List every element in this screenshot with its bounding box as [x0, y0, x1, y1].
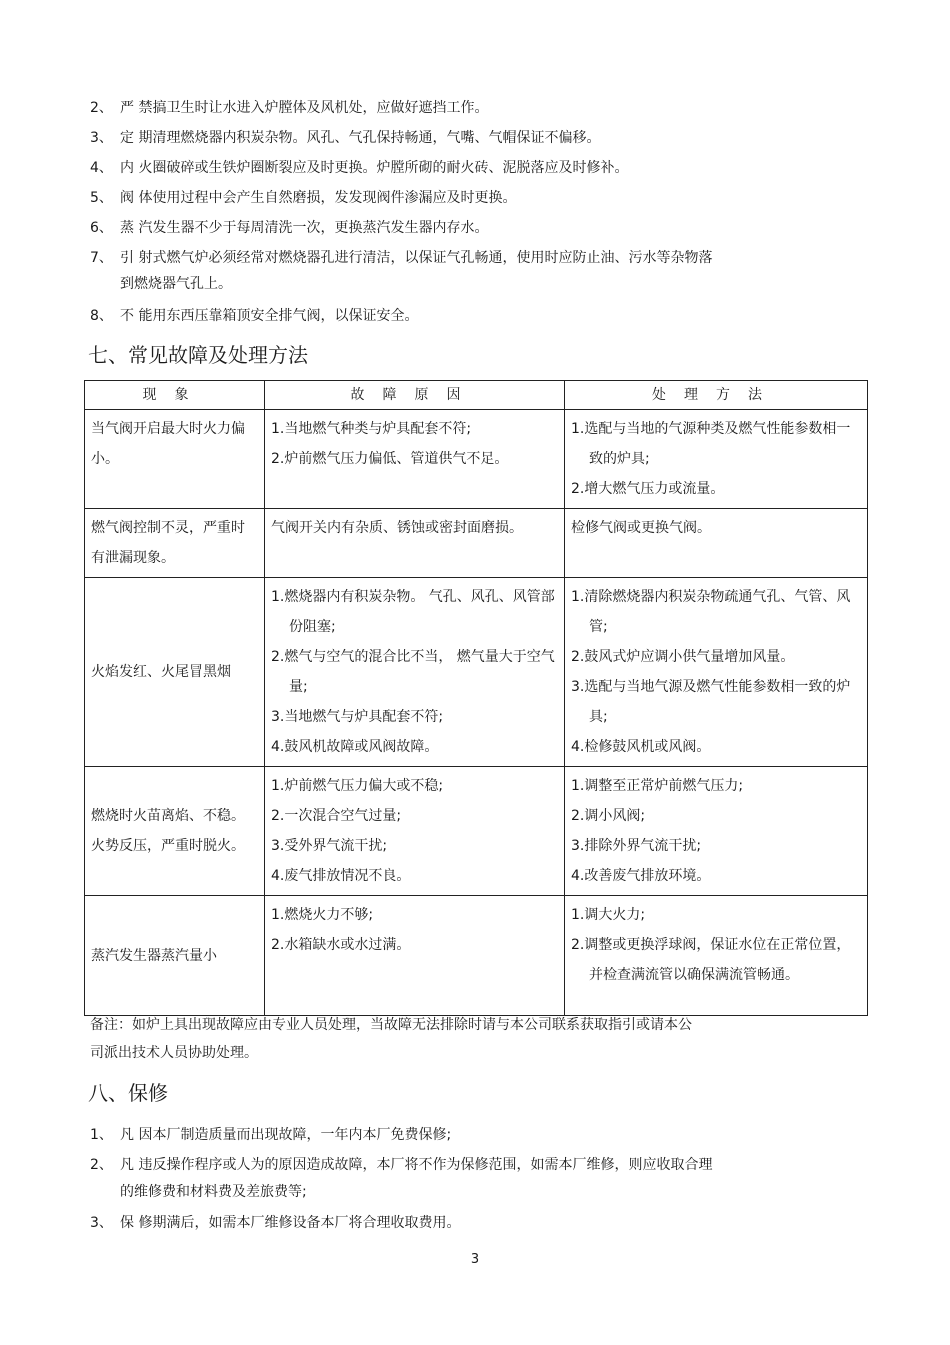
page-number: 3 [470, 1252, 480, 1267]
maintenance-item: 4、 内 火圈破碎或生铁炉圈断裂应及时更换。炉膛所砌的耐火砖、泥脱落应及时修补。 [90, 160, 629, 176]
column-header-symptom: 现象 [85, 381, 265, 410]
symptom-cell: 蒸汽发生器蒸汽量小 [85, 896, 265, 1016]
fix-cell: 1.选配与当地的气源种类及燃气性能参数相一致的炉具; 2.增大燃气压力或流量。 [565, 410, 868, 509]
section-heading-warranty: 八、保修 [88, 1081, 168, 1105]
maintenance-item: 6、 蒸 汽发生器不少于每周清洗一次，更换蒸汽发生器内存水。 [90, 220, 489, 236]
fault-table [84, 380, 868, 1016]
symptom-cell: 火焰发红、火尾冒黑烟 [85, 578, 265, 767]
table-row [85, 767, 868, 896]
maintenance-item: 5、 阀 体使用过程中会产生自然磨损，发发现阀件渗漏应及时更换。 [90, 190, 517, 206]
fix-cell: 1.清除燃烧器内积炭杂物疏通气孔、气管、风管; 2.鼓风式炉应调小供气量增加风量。 3.选配与当地气源及燃气性能参数相一致的炉具; 4.检修鼓风机或风阀。 [565, 578, 868, 767]
maintenance-item: 7、 引 射式燃气炉必须经常对燃烧器孔进行清洁，以保证气孔畅通，使用时应防止油、污水等杂物落 [90, 250, 713, 266]
symptom-cell: 当气阀开启最大时火力偏小。 [85, 410, 265, 509]
maintenance-item: 2、 严 禁搞卫生时让水进入炉膛体及风机处，应做好遮挡工作。 [90, 100, 489, 116]
warranty-item: 3、 保 修期满后，如需本厂维修设备本厂将合理收取费用。 [90, 1215, 461, 1231]
maintenance-item: 8、 不 能用东西压靠箱顶安全排气阀，以保证安全。 [90, 308, 419, 324]
fix-cell: 1.调整至正常炉前燃气压力; 2.调小风阀; 3.排除外界气流干扰; 4.改善废气排放环境。 [565, 767, 868, 896]
warranty-item: 2、 凡 违反操作程序或人为的原因造成故障，本厂将不作为保修范围，如需本厂维修，则应收取合理 [90, 1157, 713, 1173]
symptom-cell: 燃气阀控制不灵，严重时有泄漏现象。 [85, 509, 265, 578]
table-row [85, 578, 868, 767]
column-header-fix: 处理方法 [565, 381, 868, 410]
table-header-row [85, 381, 868, 410]
symptom-cell: 燃烧时火苗离焰、不稳。火势反压，严重时脱火。 [85, 767, 265, 896]
cause-cell: 1.当地燃气种类与炉具配套不符; 2.炉前燃气压力偏低、管道供气不足。 [265, 410, 565, 509]
cause-cell: 1.燃烧火力不够; 2.水箱缺水或水过满。 [265, 896, 565, 1016]
cause-cell: 1.燃烧器内有积炭杂物。 气孔、风孔、风管部份阻塞; 2.燃气与空气的混合比不当， 燃气量大于空气量; 3.当地燃气与炉具配套不符; 4.鼓风机故障或风阀故障。 [265, 578, 565, 767]
fix-cell: 1.调大火力; 2.调整或更换浮球阀，保证水位在正常位置， 并检查满流管以确保满流管畅通。 [565, 896, 868, 1016]
warranty-item-continuation: 的维修费和材料费及差旅费等; [120, 1184, 307, 1200]
table-row [85, 509, 868, 578]
column-header-cause: 故障原因 [265, 381, 565, 410]
note-line: 备注：如炉上具出现故障应由专业人员处理，当故障无法排除时请与本公司联系获取指引或请本公 [90, 1017, 692, 1033]
table-row [85, 896, 868, 1016]
maintenance-item: 3、 定 期清理燃烧器内积炭杂物。风孔、气孔保持畅通，气嘴、气帽保证不偏移。 [90, 130, 601, 146]
fix-cell: 检修气阀或更换气阀。 [565, 509, 868, 578]
cause-cell: 气阀开关内有杂质、锈蚀或密封面磨损。 [265, 509, 565, 578]
warranty-item: 1、 凡 因本厂制造质量而出现故障，一年内本厂免费保修; [90, 1127, 452, 1143]
table-row [85, 410, 868, 509]
note-line: 司派出技术人员协助处理。 [90, 1045, 258, 1061]
maintenance-item-continuation: 到燃烧器气孔上。 [120, 276, 232, 292]
cause-cell: 1.炉前燃气压力偏大或不稳; 2.一次混合空气过量; 3.受外界气流干扰; 4.废气排放情况不良。 [265, 767, 565, 896]
section-heading-faults: 七、常见故障及处理方法 [88, 343, 308, 367]
